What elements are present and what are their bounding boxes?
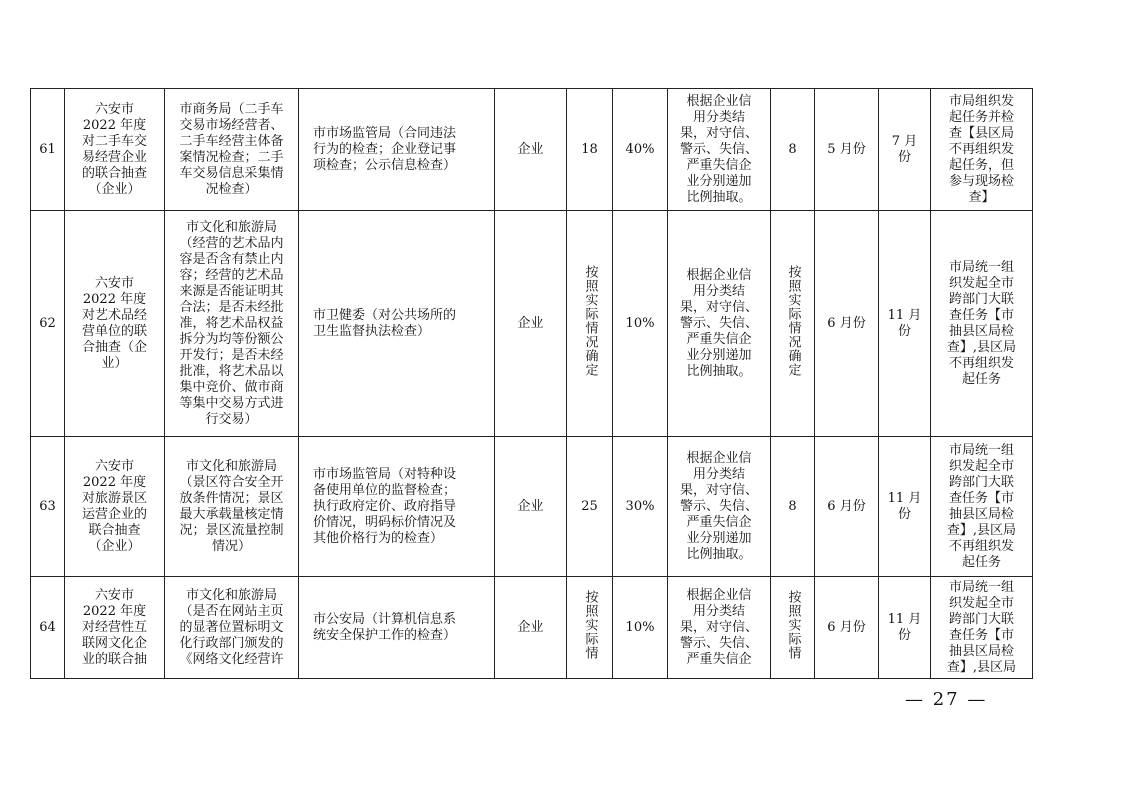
inspection-object: 企业 — [517, 619, 544, 635]
sampling-ratio: 40% — [625, 141, 655, 157]
remark: 市局统一组 织发起全市 跨部门大联 查任务【市 抽县区局检 查】,县区局 不再组织发 起任务 — [946, 442, 1017, 570]
remark-cell — [931, 211, 1033, 437]
joint-department-cell — [299, 577, 495, 679]
inspection-count-2-cell — [771, 211, 815, 437]
inspection-name: 六安市 2022 年度 对经营性互 联网文化企 业的联合抽 — [81, 587, 147, 667]
inspection-name-cell — [65, 437, 165, 577]
inspection-count-2: 按照实际情况确定 — [785, 265, 801, 377]
sampling-ratio-cell — [613, 577, 668, 679]
sampling-method-cell — [668, 89, 771, 211]
inspection-count: 18 — [581, 141, 598, 157]
sampling-method-cell — [668, 437, 771, 577]
inspection-count-cell — [567, 89, 613, 211]
end-month: 11 月 份 — [887, 490, 922, 522]
row-number-cell — [31, 437, 65, 577]
lead-department: 市文化和旅游局 （景区符合安全开 放条件情况；景区 最大承载量核定情 况；景区流量控制 情况） — [179, 458, 284, 554]
start-month-cell — [815, 437, 879, 577]
end-month: 7 月 份 — [891, 133, 918, 165]
remark-cell — [931, 437, 1033, 577]
row-number: 63 — [39, 498, 56, 514]
inspection-object-cell — [495, 577, 567, 679]
start-month: 6 月份 — [827, 498, 866, 514]
inspection-table — [30, 88, 1033, 679]
lead-department: 市商务局（二手车 交易市场经营者、 二手车经营主体备 案情况检查；二手 车交易信息采集情 况检查） — [179, 101, 284, 197]
inspection-count-2: 8 — [788, 141, 797, 157]
inspection-count-2: 8 — [788, 498, 797, 514]
inspection-object-cell — [495, 437, 567, 577]
sampling-method-cell — [668, 577, 771, 679]
joint-department: 市公安局（计算机信息系 统安全保护工作的检查） — [313, 611, 457, 643]
start-month: 6 月份 — [827, 315, 866, 331]
sampling-ratio-cell — [613, 437, 668, 577]
joint-department-cell — [299, 89, 495, 211]
remark: 市局统一组 织发起全市 跨部门大联 查任务【市 抽县区局检 查】,县区局 不再组织发 起任务 — [946, 259, 1017, 387]
inspection-name: 六安市 2022 年度 对二手车交 易经营企业 的联合抽查 （企业） — [81, 101, 147, 197]
sampling-ratio: 10% — [625, 315, 655, 331]
joint-department-cell — [299, 211, 495, 437]
lead-department: 市文化和旅游局 （是否在网站主页 的显著位置标明文 化行政部门颁发的 《网络文化经营许 — [179, 587, 284, 667]
sampling-method: 根据企业信 用分类结 果，对守信、 警示、失信、 严重失信企 — [679, 587, 758, 667]
lead-department: 市文化和旅游局 （经营的艺术品内 容是否含有禁止内 容；经营的艺术品 来源是否能证明其 合法；是否未经批 准，将艺术品权益 拆分为均等份额公 开发行；是否未经 批准，将艺术品以 集中竞价、做市商 等集中交易方式进 行交易） — [179, 219, 284, 427]
row-number: 61 — [39, 141, 56, 157]
inspection-count-2-cell — [771, 577, 815, 679]
end-month: 11 月 份 — [887, 307, 922, 339]
sampling-method: 根据企业信 用分类结 果，对守信、 警示、失信、 严重失信企 业分别递加 比例抽取。 — [679, 93, 758, 205]
start-month-cell — [815, 89, 879, 211]
end-month: 11 月 份 — [887, 611, 922, 643]
table-row — [31, 437, 1033, 577]
sampling-method-cell — [668, 211, 771, 437]
row-number: 62 — [39, 315, 56, 331]
end-month-cell — [879, 89, 931, 211]
remark: 市局组织发 起任务并检 查【县区局 不再组织发 起任务，但 参与现场检 查】 — [948, 93, 1014, 205]
end-month-cell — [879, 211, 931, 437]
row-number-cell — [31, 577, 65, 679]
inspection-count-cell — [567, 437, 613, 577]
row-number: 64 — [39, 619, 56, 635]
inspection-count-2-cell — [771, 437, 815, 577]
joint-department: 市市场监管局（对特种设 备使用单位的监督检查； 执行政府定价、政府指导 价情况，明码标价情况及 其他价格行为的检查） — [313, 466, 457, 546]
end-month-cell — [879, 437, 931, 577]
inspection-count: 按照实际情 — [582, 590, 598, 660]
table-row — [31, 577, 1033, 679]
inspection-count-cell — [567, 211, 613, 437]
inspection-object: 企业 — [517, 498, 544, 514]
start-month-cell — [815, 577, 879, 679]
inspection-name: 六安市 2022 年度 对艺术品经 营单位的联 合抽查（企 业） — [81, 275, 147, 371]
table-row — [31, 89, 1033, 211]
sampling-ratio: 10% — [625, 619, 655, 635]
joint-department-cell — [299, 437, 495, 577]
inspection-name-cell — [65, 211, 165, 437]
inspection-name: 六安市 2022 年度 对旅游景区 运营企业的 联合抽查 （企业） — [81, 458, 147, 554]
start-month-cell — [815, 211, 879, 437]
inspection-count: 25 — [581, 498, 598, 514]
sampling-method: 根据企业信 用分类结 果，对守信、 警示、失信、 严重失信企 业分别递加 比例抽取。 — [679, 450, 758, 562]
inspection-name-cell — [65, 89, 165, 211]
end-month-cell — [879, 577, 931, 679]
inspection-object-cell — [495, 211, 567, 437]
inspection-object-cell — [495, 89, 567, 211]
remark: 市局统一组 织发起全市 跨部门大联 查任务【市 抽县区局检 查】,县区局 — [946, 579, 1017, 675]
inspection-count-2-cell — [771, 89, 815, 211]
inspection-object: 企业 — [517, 141, 544, 157]
joint-department: 市卫健委（对公共场所的 卫生监督执法检查） — [313, 307, 457, 339]
inspection-name-cell — [65, 577, 165, 679]
sampling-ratio: 30% — [625, 498, 655, 514]
inspection-object: 企业 — [517, 315, 544, 331]
lead-department-cell — [165, 89, 299, 211]
row-number-cell — [31, 211, 65, 437]
sampling-ratio-cell — [613, 89, 668, 211]
inspection-count-2: 按照实际情 — [785, 590, 801, 660]
table-row — [31, 211, 1033, 437]
joint-department: 市市场监管局（合同违法 行为的检查；企业登记事 项检查；公示信息检查） — [313, 125, 457, 173]
inspection-count-cell — [567, 577, 613, 679]
page-number: — 27 — — [905, 689, 988, 710]
lead-department-cell — [165, 211, 299, 437]
start-month: 5 月份 — [827, 141, 866, 157]
lead-department-cell — [165, 577, 299, 679]
remark-cell — [931, 577, 1033, 679]
lead-department-cell — [165, 437, 299, 577]
inspection-count: 按照实际情况确定 — [582, 265, 598, 377]
sampling-method: 根据企业信 用分类结 果，对守信、 警示、失信、 严重失信企 业分别递加 比例抽取。 — [679, 267, 758, 379]
start-month: 6 月份 — [827, 619, 866, 635]
row-number-cell — [31, 89, 65, 211]
sampling-ratio-cell — [613, 211, 668, 437]
remark-cell — [931, 89, 1033, 211]
